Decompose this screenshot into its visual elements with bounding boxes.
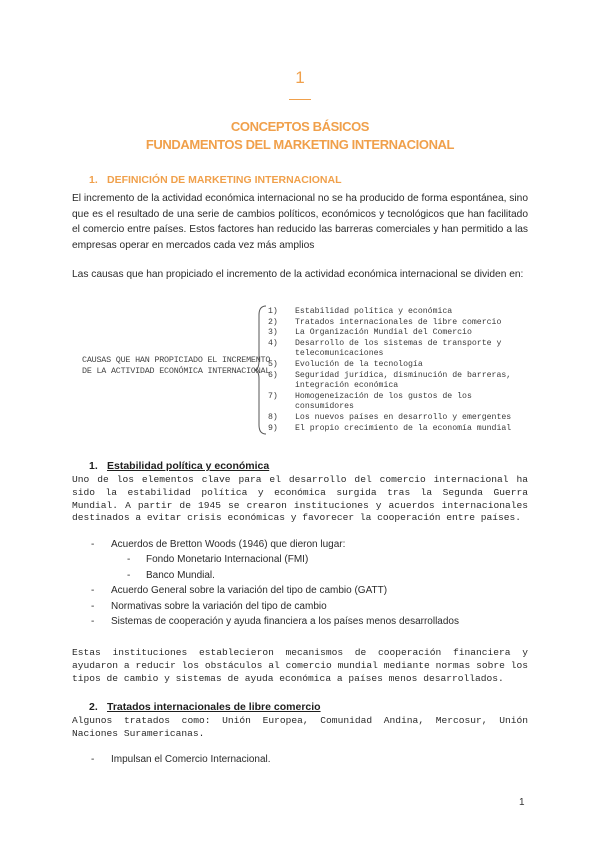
- institutions-paragraph: Estas instituciones establecieron mecanismos de cooperación financiera y ayudaron a reducir los obstáculos al comercio mundial mediante normas sobre los tipos de cambio y sistemas de ayuda económica a países menos desarrollados.: [72, 647, 528, 684]
- page-title-line-1: CONCEPTOS BÁSICOS: [230, 119, 370, 134]
- bullet-dash-icon: -: [91, 615, 95, 627]
- cause-text: Seguridad jurídica, disminución de barreras, integración económica: [295, 370, 512, 391]
- cause-number: 1): [268, 307, 278, 316]
- bullet-dash-icon: -: [127, 554, 131, 566]
- cause-number: 9): [268, 423, 278, 433]
- treaties-paragraph: Algunos tratados como: Unión Europea, Comunidad Andina, Mercosur, Unión Naciones Suramericanas.: [72, 715, 528, 739]
- stability-paragraph: Uno de los elementos clave para el desarrollo del comercio internacional ha sido la estabilidad política y económica surgida tras la Segunda Guerra Mundial. A partir de 1945 se crearon instituciones y acuerdos internacionales destinados a evitar crisis económicas y favorecer la cooperación entre países.: [72, 474, 528, 524]
- chapter-number: 1: [295, 68, 305, 87]
- bullet-item: [91, 583, 531, 598]
- chapter-divider: [289, 99, 311, 100]
- bullet-text: Normativas sobre la variación del tipo de cambio: [111, 600, 327, 612]
- subsection-heading-text: Tratados internacionales de libre comercio: [107, 701, 321, 713]
- cause-item: [268, 413, 530, 424]
- bullet-item: [91, 568, 531, 583]
- bullet-text: Acuerdo General sobre la variación del tipo de cambio (GATT): [111, 585, 388, 597]
- cause-text: Evolución de la tecnología: [295, 359, 423, 369]
- bullet-text: Fondo Monetario Internacional (FMI): [146, 554, 309, 566]
- cause-text: El propio crecimiento de la economía mundial: [295, 423, 512, 433]
- cause-item: [268, 328, 530, 339]
- bullet-text: Banco Mundial.: [146, 569, 215, 581]
- cause-text: La Organización Mundial del Comercio: [295, 328, 472, 338]
- bullet-text: Acuerdos de Bretton Woods (1946) que dieron lugar:: [111, 539, 346, 550]
- treaties-bullet-list: [91, 752, 531, 767]
- section-number: 1.: [89, 174, 98, 186]
- cause-text: Desarrollo de los sistemas de transporte y telecomunicaciones: [295, 338, 502, 359]
- cause-number: 2): [268, 317, 278, 327]
- cause-item: [268, 307, 530, 318]
- subsection-heading-1: [89, 460, 269, 472]
- section-heading-text: DEFINICIÓN DE MARKETING INTERNACIONAL: [107, 174, 342, 186]
- subsection-heading-text: Estabilidad política y económica: [107, 460, 270, 472]
- bullet-item: [91, 552, 531, 567]
- intro-paragraph: El incremento de la actividad económica internacional no se ha producido de forma espontánea, sino que es el resultado de una serie de cambios políticos, económicos y tecnológicos que han facilitado el comercio entre países. Estos factores han reducido las barreras comerciales y han permitido a las empresas operar en mercados cada vez más amplios: [72, 193, 528, 251]
- bullet-dash-icon: -: [91, 539, 95, 550]
- cause-text: Estabilidad política y económica: [295, 307, 453, 316]
- cause-number: 5): [268, 359, 278, 369]
- cause-text: Homogeneización de los gustos de los consumidores: [295, 391, 472, 412]
- bullet-dash-icon: -: [91, 754, 95, 765]
- bullet-item: [91, 614, 531, 629]
- cause-number: 7): [268, 391, 278, 401]
- cause-number: 3): [268, 328, 278, 338]
- bullet-dash-icon: -: [91, 585, 95, 597]
- curly-brace-icon: [254, 305, 268, 435]
- bullet-item: [91, 752, 531, 767]
- bullet-text: Impulsan el Comercio Internacional.: [111, 754, 271, 765]
- cause-item: [268, 360, 530, 371]
- causes-list: [268, 307, 530, 434]
- cause-number: 6): [268, 370, 278, 380]
- causes-intro-paragraph: Las causas que han propiciado el incremento de la actividad económica internacional se dividen en:: [72, 269, 524, 280]
- cause-item: [268, 339, 530, 360]
- cause-number: 8): [268, 412, 278, 422]
- page-number: 1: [519, 797, 525, 808]
- stability-bullet-list: [91, 537, 531, 629]
- page-title-line-2: FUNDAMENTOS DEL MARKETING INTERNACIONAL: [145, 137, 455, 152]
- subsection-heading-2: [89, 701, 321, 713]
- subsection-number: 1.: [89, 460, 98, 472]
- cause-text: Tratados internacionales de libre comercio: [295, 317, 502, 327]
- cause-number: 4): [268, 338, 278, 348]
- section-heading: [89, 174, 342, 186]
- cause-text: Los nuevos países en desarrollo y emergentes: [295, 412, 512, 422]
- causes-diagram-label: CAUSAS QUE HAN PROPICIADO EL INCREMENTO DE LA ACTIVIDAD ECONÓMICA INTERNACIONAL: [82, 355, 271, 376]
- cause-item: [268, 318, 530, 329]
- cause-item: [268, 371, 530, 392]
- bullet-item: [91, 537, 531, 552]
- subsection-number: 2.: [89, 701, 98, 713]
- bullet-dash-icon: -: [91, 600, 95, 612]
- bullet-item: [91, 599, 531, 614]
- bullet-text: Sistemas de cooperación y ayuda financiera a los países menos desarrollados: [111, 615, 459, 627]
- cause-item: [268, 392, 530, 413]
- bullet-dash-icon: -: [127, 569, 131, 581]
- cause-item: [268, 424, 530, 435]
